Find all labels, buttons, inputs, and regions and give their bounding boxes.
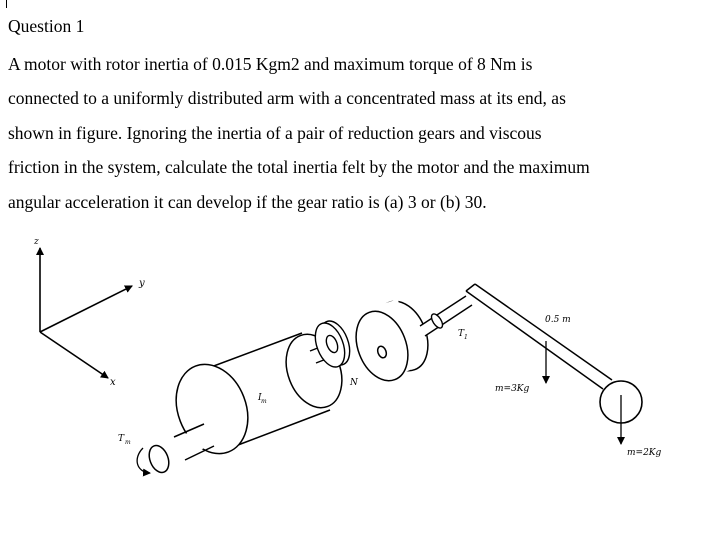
motor-torque-label: T — [118, 434, 125, 444]
motor-inertia-subscript: m — [261, 398, 267, 405]
question-line: A motor with rotor inertia of 0.015 Kgm2 and maximum torque of 8 Nm is — [8, 54, 533, 74]
arm-bottom-edge — [466, 291, 603, 389]
arm-fill — [466, 284, 612, 389]
x-axis-label: x — [110, 377, 116, 388]
coordinate-axes — [40, 248, 132, 378]
driven-gear — [347, 294, 438, 388]
motor-inertia-label: I — [258, 393, 262, 403]
question-line: angular acceleration it can develop if the gear ratio is (a) 3 or (b) 30. — [8, 191, 487, 212]
arm-shaft — [420, 296, 472, 336]
arm-top-edge — [475, 284, 612, 380]
x-axis — [40, 332, 108, 378]
question-line: friction in the system, calculate the total inertia felt by the motor and the maximum — [8, 157, 590, 178]
z-axis-label: z — [34, 237, 39, 247]
question-heading: Question 1 — [8, 16, 85, 36]
question-line: shown in figure. Ignoring the inertia of a pair of reduction gears and viscous — [8, 122, 542, 143]
arm — [466, 284, 612, 389]
motor-torque-subscript: m — [125, 439, 131, 446]
y-axis-label: y — [139, 278, 145, 289]
link-torque-label: T — [458, 329, 465, 339]
gear-ratio-label: N — [350, 378, 358, 388]
motor-torque-arrow — [137, 448, 150, 473]
motor-shaft-end — [146, 443, 173, 476]
end-mass-label: m=2Kg — [627, 448, 662, 458]
arm-shaft-fill — [420, 296, 472, 336]
link-torque-subscript: 1 — [464, 334, 468, 341]
arm-length-label: 0.5 m — [545, 315, 571, 325]
arm-mass-label: m=3Kg — [495, 384, 530, 394]
question-line: connected to a uniformly distributed arm with a concentrated mass at its end, as — [8, 88, 566, 109]
y-axis — [40, 286, 132, 332]
